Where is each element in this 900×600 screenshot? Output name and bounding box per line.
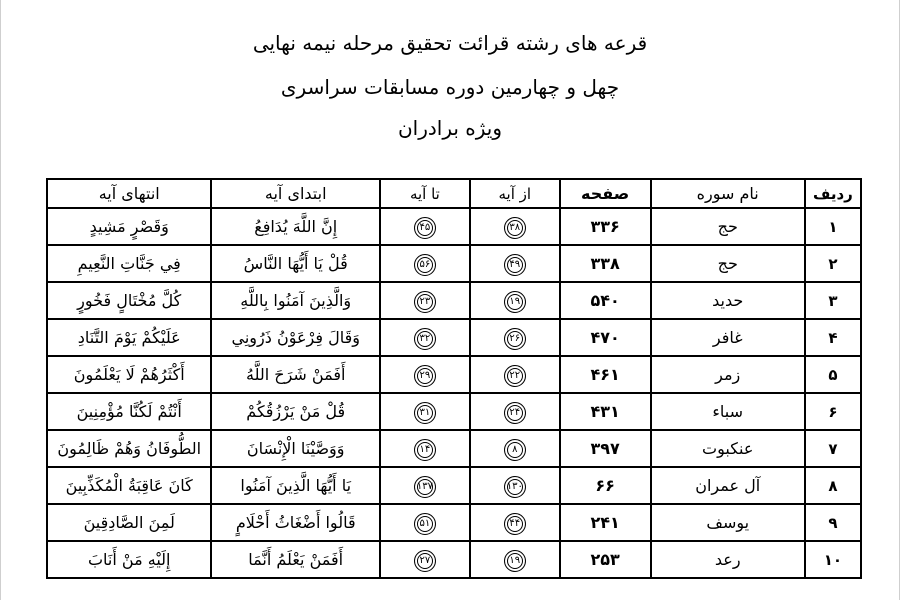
cell-surah: رعد	[651, 541, 805, 578]
cell-ayah-start: قَالُوا أَضْغَاثُ أَحْلَامٍ	[211, 504, 380, 541]
ayah-number-badge: ۲۲	[504, 365, 526, 387]
header-rank: ردیف	[805, 179, 861, 208]
cell-to-ayah	[380, 541, 470, 578]
cell-surah: عنکبوت	[651, 430, 805, 467]
cell-ayah-start: وَوَصَّيْنَا الْإِنْسَانَ	[211, 430, 380, 467]
ayah-number-badge: ۲۹	[414, 365, 436, 387]
ayah-number-badge: ۱۳۷	[414, 476, 436, 498]
ayah-number-badge: ۲۶	[504, 328, 526, 350]
cell-to-ayah	[380, 245, 470, 282]
cell-rank: ۹	[805, 504, 861, 541]
table-body	[47, 208, 861, 578]
cell-ayah-end: كُلَّ مُخْتَالٍ فَخُورٍ	[47, 282, 211, 319]
cell-surah: غافر	[651, 319, 805, 356]
ayah-number-badge: ۴۵	[414, 217, 436, 239]
cell-from-ayah	[470, 541, 560, 578]
cell-to-ayah	[380, 393, 470, 430]
cell-to-ayah	[380, 504, 470, 541]
cell-surah: یوسف	[651, 504, 805, 541]
cell-to-ayah	[380, 430, 470, 467]
cell-from-ayah	[470, 356, 560, 393]
cell-ayah-start: وَقَالَ فِرْعَوْنُ ذَرُونِي	[211, 319, 380, 356]
cell-page: ۳۳۶	[560, 208, 651, 245]
cell-ayah-end: أَكْثَرُهُمْ لَا يَعْلَمُونَ	[47, 356, 211, 393]
cell-ayah-end: الطُّوفَانُ وَهُمْ ظَالِمُونَ	[47, 430, 211, 467]
cell-page: ۶۶	[560, 467, 651, 504]
table-row	[47, 282, 861, 319]
cell-from-ayah	[470, 467, 560, 504]
cell-to-ayah	[380, 467, 470, 504]
cell-from-ayah	[470, 430, 560, 467]
ayah-number-badge: ۲۳	[414, 291, 436, 313]
cell-rank: ۱	[805, 208, 861, 245]
cell-from-ayah	[470, 208, 560, 245]
cell-rank: ۱۰	[805, 541, 861, 578]
ayah-number-badge: ۳۸	[504, 217, 526, 239]
header-surah: نام سوره	[651, 179, 805, 208]
cell-surah: سباء	[651, 393, 805, 430]
cell-surah: زمر	[651, 356, 805, 393]
cell-surah: حج	[651, 245, 805, 282]
page-subtitle: چهل و چهارمین دوره مسابقات سراسری	[280, 75, 620, 99]
cell-ayah-end: فِي جَنَّاتِ النَّعِيمِ	[47, 245, 211, 282]
cell-surah: آل عمران	[651, 467, 805, 504]
cell-ayah-end: عَلَيْكُمْ يَوْمَ التَّنَادِ	[47, 319, 211, 356]
ayah-number-badge: ۴۹	[504, 254, 526, 276]
ayah-number-badge: ۲۷	[414, 550, 436, 572]
cell-rank: ۶	[805, 393, 861, 430]
cell-rank: ۲	[805, 245, 861, 282]
cell-ayah-end: أَنْتُمْ لَكُنَّا مُؤْمِنِينَ	[47, 393, 211, 430]
cell-from-ayah	[470, 282, 560, 319]
table-row	[47, 319, 861, 356]
cell-ayah-start: أَفَمَنْ يَعْلَمُ أَنَّمَا	[211, 541, 380, 578]
cell-ayah-end: كَانَ عَاقِبَةُ الْمُكَذِّبِينَ	[47, 467, 211, 504]
ayah-number-badge: ۳۲	[414, 328, 436, 350]
page-category: ویژه برادران	[397, 116, 503, 140]
table-row	[47, 504, 861, 541]
header-ayah-start: ابتدای آیه	[211, 179, 380, 208]
cell-rank: ۷	[805, 430, 861, 467]
table-row	[47, 430, 861, 467]
table-row	[47, 208, 861, 245]
cell-to-ayah	[380, 319, 470, 356]
ayah-number-badge: ۳۱	[414, 402, 436, 424]
cell-ayah-start: قُلْ يَا أَيُّهَا النَّاسُ	[211, 245, 380, 282]
header-ayah-end: انتهای آیه	[47, 179, 211, 208]
table-row	[47, 467, 861, 504]
cell-ayah-end: إِلَيْهِ مَنْ أَنَابَ	[47, 541, 211, 578]
cell-page: ۴۷۰	[560, 319, 651, 356]
ayah-number-badge: ۱۹	[504, 550, 526, 572]
cell-surah: حدید	[651, 282, 805, 319]
cell-page: ۴۶۱	[560, 356, 651, 393]
ayah-number-badge: ۲۴	[504, 402, 526, 424]
cell-ayah-start: يَا أَيُّهَا الَّذِينَ آمَنُوا	[211, 467, 380, 504]
ayah-number-badge: ۵۶	[414, 254, 436, 276]
table-row	[47, 541, 861, 578]
cell-from-ayah	[470, 319, 560, 356]
cell-ayah-start: إِنَّ اللَّهَ يُدَافِعُ	[211, 208, 380, 245]
ayah-number-badge: ۵۱	[414, 513, 436, 535]
cell-page: ۲۴۱	[560, 504, 651, 541]
header-to-ayah: تا آیه	[380, 179, 470, 208]
cell-from-ayah	[470, 245, 560, 282]
table-header-row	[47, 179, 861, 208]
cell-from-ayah	[470, 504, 560, 541]
cell-page: ۲۵۳	[560, 541, 651, 578]
cell-rank: ۳	[805, 282, 861, 319]
cell-surah: حج	[651, 208, 805, 245]
cell-ayah-start: أَفَمَنْ شَرَحَ اللَّهُ	[211, 356, 380, 393]
cell-ayah-start: قُلْ مَنْ يَرْزُقُكُمْ	[211, 393, 380, 430]
header-from-ayah: از آیه	[470, 179, 560, 208]
ayah-number-badge: ۱۹	[504, 291, 526, 313]
cell-to-ayah	[380, 282, 470, 319]
ayah-number-badge: ۴۴	[504, 513, 526, 535]
cell-page: ۳۹۷	[560, 430, 651, 467]
header-page: صفحه	[560, 179, 651, 208]
cell-page: ۴۳۱	[560, 393, 651, 430]
cell-ayah-start: وَالَّذِينَ آمَنُوا بِاللَّهِ	[211, 282, 380, 319]
cell-to-ayah	[380, 208, 470, 245]
ayah-number-badge: ۱۴	[414, 439, 436, 461]
cell-to-ayah	[380, 356, 470, 393]
page-title: قرعه های رشته قرائت تحقیق مرحله نیمه نهایی	[252, 31, 648, 55]
cell-page: ۵۴۰	[560, 282, 651, 319]
cell-ayah-end: وَقَصْرٍ مَشِيدٍ	[47, 208, 211, 245]
cell-from-ayah	[470, 393, 560, 430]
cell-ayah-end: لَمِنَ الصَّادِقِينَ	[47, 504, 211, 541]
table-row	[47, 393, 861, 430]
cell-rank: ۵	[805, 356, 861, 393]
draw-table	[46, 178, 862, 579]
cell-rank: ۴	[805, 319, 861, 356]
ayah-number-badge: ۸	[504, 439, 526, 461]
cell-rank: ۸	[805, 467, 861, 504]
table-row	[47, 245, 861, 282]
ayah-number-badge: ۱۳۰	[504, 476, 526, 498]
cell-page: ۳۳۸	[560, 245, 651, 282]
table-row	[47, 356, 861, 393]
